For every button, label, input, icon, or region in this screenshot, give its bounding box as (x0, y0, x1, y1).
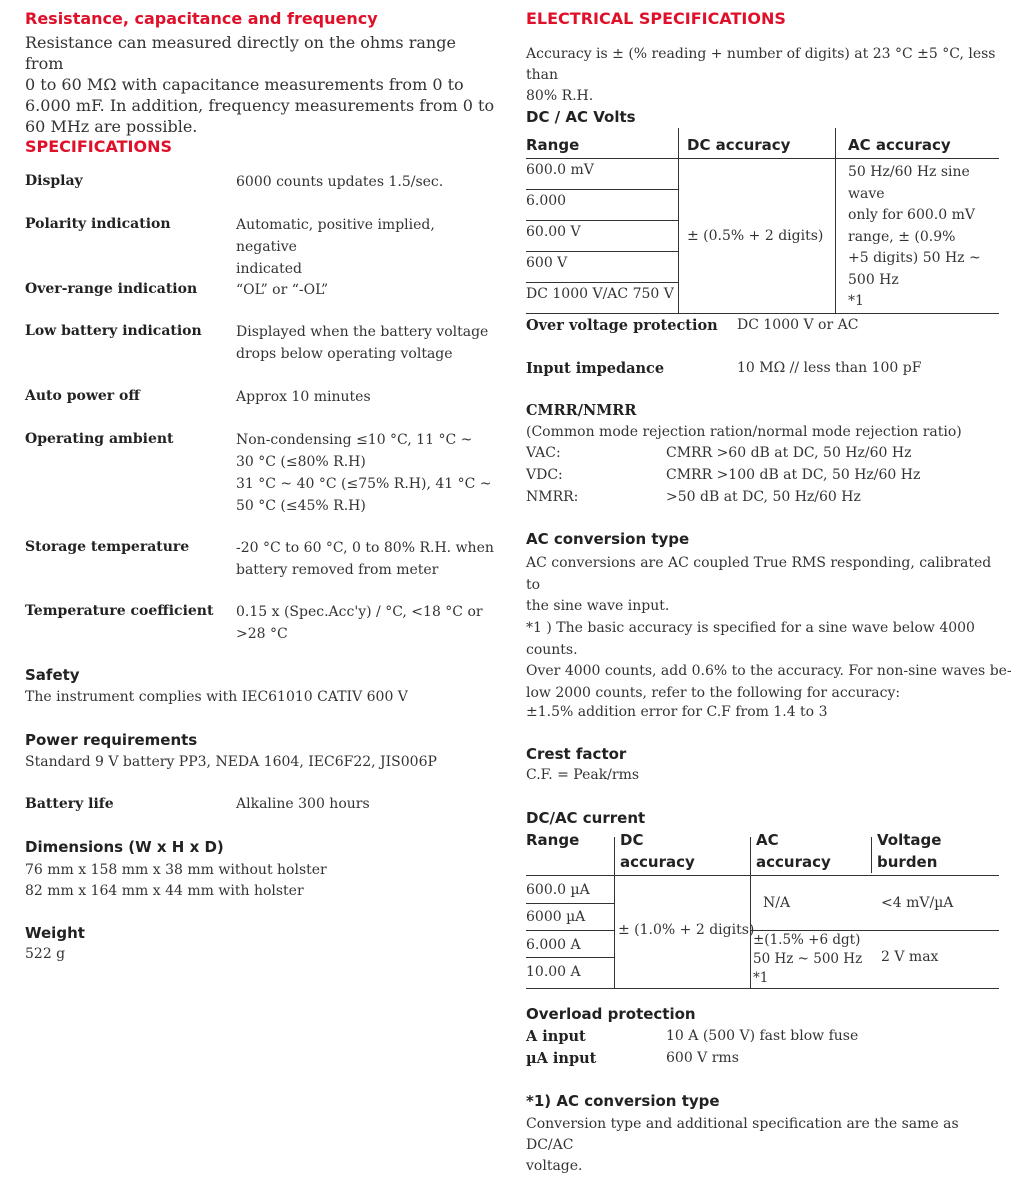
ac-conversion-line: the sine wave input. (526, 598, 670, 614)
spec-label-auto-power-off: Auto power off (25, 388, 140, 404)
current-divider (614, 837, 615, 989)
volts-range-cell: 600 V (526, 251, 679, 282)
dimension-line: 76 mm x 158 mm x 38 mm without holster (25, 862, 327, 878)
intro-heading: Resistance, capacitance and frequency (25, 9, 378, 28)
footnote-line: low 2000 counts, refer to the following for accuracy: (526, 684, 901, 701)
spec-value-polarity (236, 214, 498, 280)
spec-label-operating-ambient: Operating ambient (25, 431, 174, 447)
cmrr-value: CMRR >100 dB at DC, 50 Hz/60 Hz (666, 467, 921, 483)
ac-conversion-2-line: voltage. (526, 1158, 583, 1174)
current-range-cell: 10.00 A (526, 964, 581, 980)
spec-value-operating-ambient (236, 429, 498, 517)
current-row-rule (526, 930, 614, 931)
current-range-cell: 6000 µA (526, 909, 586, 925)
current-header-rule (526, 875, 999, 876)
ac-conversion-2-heading: *1) AC conversion type (526, 1092, 720, 1110)
dimensions-text (25, 860, 327, 902)
ac-accuracy-line: +5 digits) 50 Hz ~ (848, 250, 981, 266)
spec-value-line: 31 °C ~ 40 °C (≤75% R.H), 41 °C ~ (236, 476, 492, 492)
ac-accuracy-line: 50 Hz/60 Hz sine wave (848, 164, 970, 202)
spec-value-line: Automatic, positive implied, negative (236, 217, 435, 255)
current-ac-line: *1 (753, 970, 769, 986)
current-ac-accuracy (753, 931, 862, 988)
current-ac-line: 50 Hz ~ 500 Hz (753, 951, 863, 967)
spec-value-line: -20 °C to 60 °C, 0 to 80% R.H. when (236, 540, 494, 556)
ac-accuracy-line: range, ± (0.9% (848, 228, 956, 245)
ac-conversion-line: AC conversions are AC coupled True RMS responding, calibrated to (526, 555, 992, 593)
current-col-burden: Voltage (877, 831, 942, 849)
dimension-line: 82 mm x 164 mm x 44 mm with holster (25, 883, 304, 899)
current-burden-a: 2 V max (881, 949, 939, 965)
volts-col-range: Range (526, 136, 580, 154)
battery-life-value: Alkaline 300 hours (236, 796, 370, 812)
current-row-rule (526, 903, 614, 904)
ac-conversion-heading: AC conversion type (526, 530, 690, 548)
crest-factor-value: C.F. = Peak/rms (526, 767, 640, 783)
ac-accuracy-line: only for 600.0 mV (848, 207, 975, 223)
spec-value-line: drops below operating voltage (236, 346, 453, 362)
overload-key: A input (526, 1028, 586, 1045)
safety-text: The instrument complies with IEC61010 CATIV 600 V (25, 689, 408, 705)
current-divider (871, 837, 872, 873)
accuracy-line: Accuracy is ± (% reading + number of digits) at 23 °C ±5 °C, less than (526, 46, 996, 83)
current-col-dc: DC (620, 831, 644, 849)
spec-label-low-battery: Low battery indication (25, 323, 202, 339)
cmrr-key: VAC: (526, 445, 561, 461)
cmrr-value: CMRR >60 dB at DC, 50 Hz/60 Hz (666, 445, 912, 461)
spec-value-line: Displayed when the battery voltage (236, 324, 489, 340)
volts-range-cell: 6.000 (526, 189, 679, 220)
current-table (526, 831, 999, 989)
cmrr-key: NMRR: (526, 489, 579, 505)
footnote-1 (526, 618, 1016, 704)
weight-value: 522 g (25, 946, 66, 962)
intro-line: 6.000 mF. In addition, frequency measurements from 0 to (25, 96, 495, 115)
specifications-heading: SPECIFICATIONS (25, 137, 173, 156)
current-row-rule (526, 957, 614, 958)
spec-value-line: 50 °C (≤45% R.H) (236, 498, 366, 514)
volts-range-cell: 60.00 V (526, 220, 679, 251)
electrical-heading: ELECTRICAL SPECIFICATIONS (526, 9, 786, 28)
current-ac-na: N/A (763, 895, 791, 911)
spec-value-storage-temperature (236, 537, 498, 581)
spec-label-temperature-coefficient: Temperature coefficient (25, 603, 214, 619)
intro-line: 0 to 60 MΩ with capacitance measurements from 0 to (25, 75, 464, 94)
current-divider (750, 837, 751, 989)
current-ac-line: ±(1.5% +6 dgt) (753, 932, 861, 948)
cmrr-key: VDC: (526, 467, 563, 483)
spec-value-low-battery (236, 321, 498, 365)
crest-factor-heading: Crest factor (526, 745, 627, 763)
intro-line: 60 MHz are possible. (25, 117, 198, 136)
ovp-label: Over voltage protection (526, 317, 718, 334)
ac-conversion-2-text (526, 1114, 1006, 1177)
spec-value-line: indicated (236, 261, 302, 277)
current-bottom-rule (526, 988, 999, 989)
overload-key: µA input (526, 1050, 597, 1067)
spec-value-line: 6000 counts updates 1.5/sec. (236, 174, 444, 190)
spec-value-line: Non-condensing ≤10 °C, 11 °C ~ (236, 432, 473, 448)
footnote-line: Over 4000 counts, add 0.6% to the accuracy. For non-sine waves be- (526, 663, 1012, 679)
footnote-line: *1 ) The basic accuracy is specified for a sine wave below 4000 counts. (526, 620, 975, 658)
spec-label-polarity: Polarity indication (25, 216, 171, 232)
spec-value-line: “OL” or “-OL” (236, 282, 329, 298)
spec-value-auto-power-off (236, 386, 498, 408)
volts-table (526, 128, 999, 314)
ac-conversion-2-line: Conversion type and additional specification are the same as DC/AC (526, 1116, 959, 1153)
current-col-range: Range (526, 831, 580, 849)
cf-error-note: ±1.5% addition error for C.F from 1.4 to 3 (526, 704, 828, 720)
spec-value-over-range (236, 279, 498, 301)
current-heading: DC/AC current (526, 809, 646, 827)
power-heading: Power requirements (25, 731, 198, 749)
volts-dc-accuracy: ± (0.5% + 2 digits) (679, 159, 836, 314)
current-col-dc-sub: accuracy (620, 853, 695, 871)
current-burden-ua: <4 mV/µA (881, 895, 954, 911)
current-range-cell: 6.000 A (526, 937, 581, 953)
ovp-value: DC 1000 V or AC (737, 317, 859, 333)
spec-value-line: 30 °C (≤80% R.H) (236, 454, 366, 470)
ac-conversion-text (526, 553, 1006, 618)
safety-heading: Safety (25, 666, 80, 684)
overload-value: 600 V rms (666, 1050, 739, 1066)
cmrr-value: >50 dB at DC, 50 Hz/60 Hz (666, 489, 861, 505)
volts-ac-accuracy (836, 159, 1000, 314)
accuracy-note (526, 44, 1006, 107)
volts-range-cell: DC 1000 V/AC 750 V (526, 285, 674, 302)
volts-col-ac: AC accuracy (836, 128, 1000, 159)
current-col-ac-sub: accuracy (756, 853, 831, 871)
input-impedance-label: Input impedance (526, 360, 665, 377)
volts-range-cell: 600.0 mV (526, 159, 679, 190)
overload-heading: Overload protection (526, 1005, 696, 1023)
spec-label-display: Display (25, 173, 83, 189)
ac-accuracy-line: 500 Hz (848, 271, 899, 288)
spec-value-temperature-coefficient (236, 601, 498, 645)
spec-label-storage-temperature: Storage temperature (25, 539, 190, 555)
overload-value: 10 A (500 V) fast blow fuse (666, 1028, 859, 1044)
accuracy-line: 80% R.H. (526, 88, 594, 104)
intro-line: Resistance can measured directly on the ohms range from (25, 33, 456, 73)
spec-value-line: >28 °C (236, 626, 288, 642)
volts-heading: DC / AC Volts (526, 108, 636, 126)
current-dc-accuracy: ± (1.0% + 2 digits) (618, 922, 755, 938)
cmrr-heading: CMRR/NMRR (526, 402, 637, 419)
spec-value-line: 0.15 x (Spec.Acc'y) / °C, <18 °C or (236, 604, 483, 620)
dimensions-heading: Dimensions (W x H x D) (25, 838, 224, 856)
ac-accuracy-line: *1 (848, 293, 864, 309)
spec-value-display (236, 171, 498, 193)
current-range-cell: 600.0 µA (526, 882, 590, 898)
weight-heading: Weight (25, 924, 85, 942)
battery-life-label: Battery life (25, 796, 114, 812)
spec-value-line: Approx 10 minutes (236, 389, 371, 405)
intro-paragraph (25, 32, 495, 137)
input-impedance-value: 10 MΩ // less than 100 pF (737, 360, 922, 376)
spec-label-over-range: Over-range indication (25, 281, 198, 297)
volts-col-dc: DC accuracy (679, 128, 836, 159)
spec-value-line: battery removed from meter (236, 562, 439, 578)
power-text: Standard 9 V battery PP3, NEDA 1604, IEC6F22, JIS006P (25, 754, 437, 770)
current-col-ac: AC (756, 831, 779, 849)
current-col-burden-sub: burden (877, 853, 938, 871)
cmrr-description: (Common mode rejection ration/normal mode rejection ratio) (526, 424, 962, 440)
